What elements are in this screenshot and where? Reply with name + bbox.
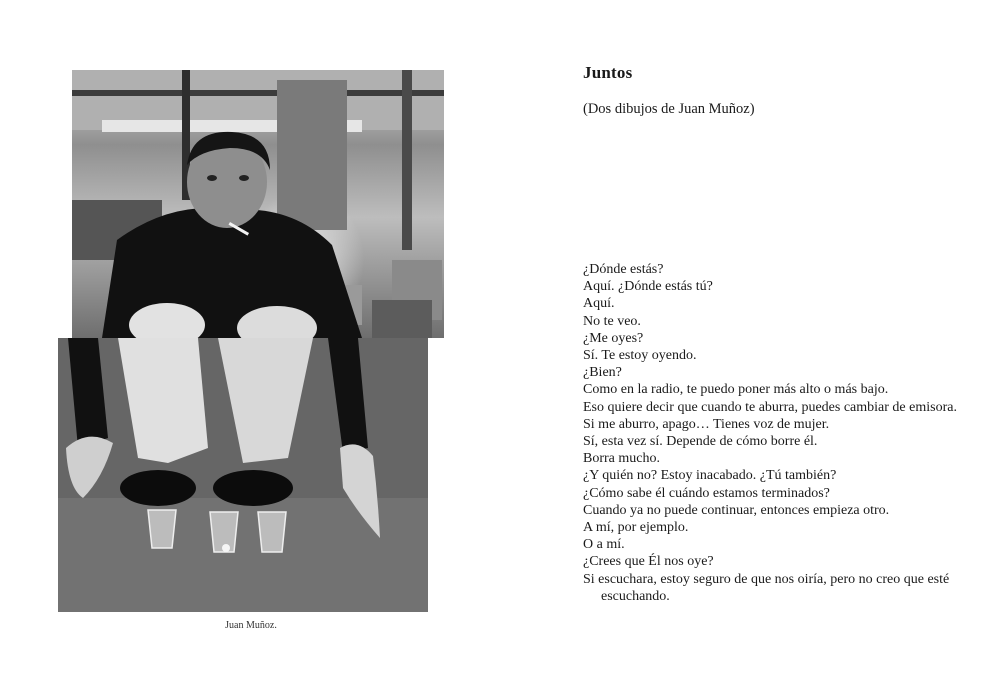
photo-top-illustration	[72, 70, 444, 338]
dialogue-line: Si me aburro, apago… Tienes voz de mujer.	[583, 416, 830, 432]
dialogue-line: Eso quiere decir que cuando te aburra, puedes cambiar de emisora.	[583, 399, 957, 415]
dialogue-line: A mí, por ejemplo.	[583, 520, 689, 536]
dialogue-text	[583, 261, 963, 605]
dialogue-line: ¿Cómo sabe él cuándo estamos terminados?	[583, 485, 830, 501]
page-title: Juntos	[583, 63, 633, 82]
photo-bottom-illustration	[58, 338, 428, 612]
dialogue-line: Borra mucho.	[583, 451, 660, 467]
dialogue-line: No te veo.	[583, 313, 641, 329]
photo-caption: Juan Muñoz.	[225, 620, 277, 631]
page-subtitle: (Dos dibujos de Juan Muñoz)	[583, 101, 755, 117]
dialogue-line: Sí. Te estoy oyendo.	[583, 348, 697, 364]
dialogue-line: ¿Crees que Él nos oye?	[583, 554, 714, 570]
dialogue-line: ¿Bien?	[583, 365, 622, 381]
photo-top-half	[72, 70, 444, 338]
dialogue-line: Si escuchara, estoy seguro de que nos oiría, pero no creo que esté escuchando.	[583, 571, 950, 604]
dialogue-line: Aquí. ¿Dónde estás tú?	[583, 279, 713, 295]
dialogue-line: ¿Y quién no? Estoy inacabado. ¿Tú también?	[583, 468, 837, 484]
dialogue-line: Sí, esta vez sí. Depende de cómo borre él.	[583, 434, 818, 450]
dialogue-line: ¿Me oyes?	[583, 330, 644, 346]
dialogue-line: ¿Dónde estás?	[583, 262, 664, 277]
photo-bottom-half	[58, 338, 428, 612]
dialogue-line: Como en la radio, te puedo poner más alto o más bajo.	[583, 382, 889, 398]
dialogue-line: O a mí.	[583, 537, 625, 553]
dialogue-line: Cuando ya no puede continuar, entonces empieza otro.	[583, 502, 890, 518]
dialogue-line: Aquí.	[583, 296, 615, 312]
